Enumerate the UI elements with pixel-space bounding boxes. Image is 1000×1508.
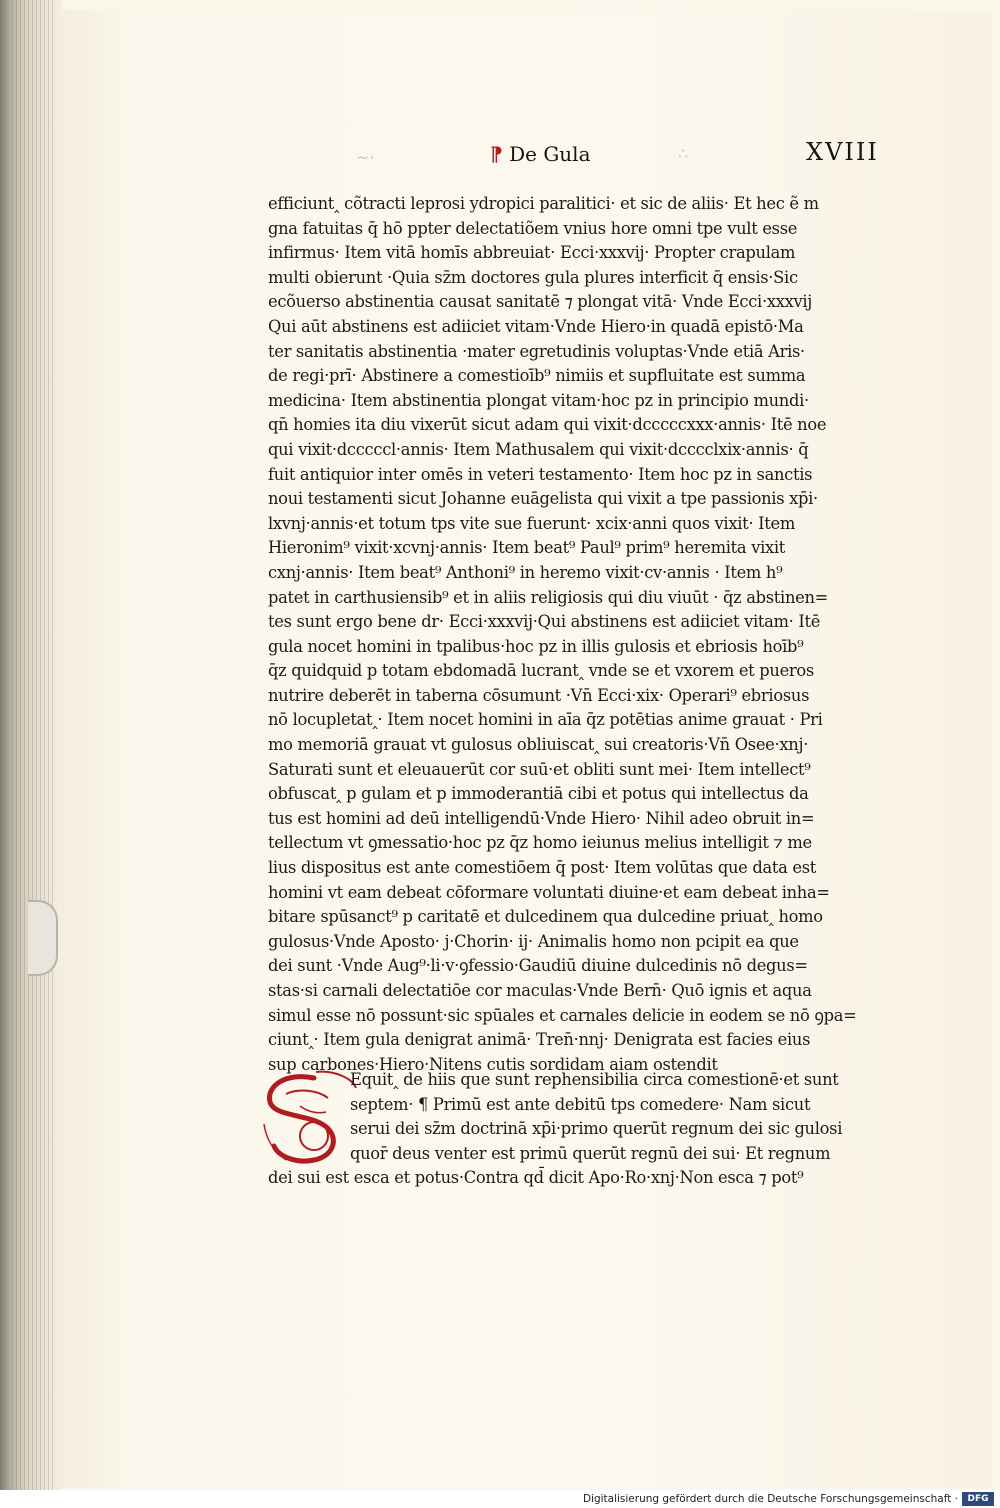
text-line: tellectum vt ꝯmessatio·hoc pz q̄z homo ieiunus melius intelligit ⁊ me <box>268 833 812 853</box>
text-line: tes sunt ergo bene dr· Ecci·xxxvij·Qui abstinens est adiiciet vitam· Itē <box>268 612 821 632</box>
text-line: Saturati sunt et eleuauerūt cor suū·et obliti sunt mei· Item intellect⁹ <box>268 759 811 779</box>
text-line: de regi·prī· Abstinere a comestioīb⁹ nimiis et supfluitate est summa <box>268 366 806 386</box>
dfg-logo: DFG <box>962 1492 994 1506</box>
section-line: septem· ¶ Primū est ante debitū tps comedere· Nam sicut <box>350 1094 811 1114</box>
text-line: stas·si carnali delectatiōe cor maculas·Vnde Bern̄· Quō ignis et aqua <box>268 981 812 1000</box>
text-line: cxnj·annis· Item beat⁹ Anthoni⁹ in heremo vixit·cv·annis · Item h⁹ <box>268 562 783 582</box>
page-edges <box>12 0 56 1490</box>
text-line: q̄z quidquid p totam ebdomadā lucrant‸ vnde se et vxorem et pueros <box>268 661 814 681</box>
text-line: sup carbones·Hiero·Nitens cutis sordidam aiam ostendit <box>268 1054 718 1074</box>
text-line: gna fatuitas q̄ hō ppter delectatiõem vnius hore omni tpe vult esse <box>268 218 798 238</box>
text-line: lius dispositus est ante comestiōem q̄ post· Item volūtas que data est <box>268 858 817 878</box>
bleed-through-mark: ~· <box>356 148 375 167</box>
text-line: patet in carthusiensib⁹ et in aliis religiosis qui diu viuūt · q̄z abstinen= <box>268 587 829 607</box>
text-line: nutrire deberēt in taberna cōsumunt ·Vn̄ Ecci·xix· Operari⁹ ebriosus <box>268 685 810 705</box>
text-line: obfuscat‸ p gulam et p immoderantiā cibi et potus qui intellectus da <box>268 784 809 804</box>
running-title-text: De Gula <box>509 142 591 166</box>
text-line: dei sunt ·Vnde Aug⁹·li·v·ꝯfessio·Gaudiū diuine dulcedinis nō degus= <box>268 956 808 976</box>
section-line: dei sui est esca et potus·Contra qd̄ dicit Apo·Ro·xnj·Non esca ⁊ pot⁹ <box>268 1168 804 1188</box>
text-line: gula nocet homini in tpalibus·hoc pz in illis gulosis et ebriosis hoīb⁹ <box>268 636 804 656</box>
text-line: ecõuerso abstinentia causat sanitatē ⁊ plongat vitā· Vnde Ecci·xxxvij <box>268 292 813 312</box>
bleed-through-mark: ∴ <box>678 144 689 163</box>
bookmark-tab <box>28 900 58 976</box>
section-line: Equit‸ de hiis que sunt rephensibilia circa comestionē·et sunt <box>350 1070 839 1089</box>
text-line: ter sanitatis abstinentia ·mater egretudinis voluptas·Vnde etiā Aris· <box>268 341 805 361</box>
text-line: ciunt‸· Item gula denigrat animā· Tren̄·nnj· Denigrata est facies eius <box>268 1030 811 1050</box>
text-line: gulosus·Vnde Aposto· j·Chorin· ij· Animalis homo non pcipit ea que <box>268 931 799 951</box>
section-text <box>268 1068 908 1191</box>
section-line: serui dei sz̄m doctrinā xp̄i·primo querūt regnum dei sic gulosi <box>350 1119 843 1139</box>
section-line: quor̄ deus venter est primū querūt regnū dei sui· Et regnum <box>350 1143 831 1163</box>
folio-number: XVIII <box>806 138 879 166</box>
text-line: lxvnj·annis·et totum tps vite sue fuerunt· xcix·anni quos vixit· Item <box>268 513 795 533</box>
text-line: qn̄ homies ita diu vixerūt sicut adam qui vixit·dcccccxxx·annis· Itē noe <box>268 415 827 435</box>
text-line: bitare spūsanct⁹ p caritatē et dulcedinem qua dulcedine priuat‸ homo <box>268 907 823 927</box>
text-line: medicina· Item abstinentia plongat vitam·hoc pz in principio mundi· <box>268 390 809 410</box>
text-line: efficiunt‸ cõtracti leprosi ydropici paralitici· et sic de aliis· Et hec ẽ m <box>268 194 819 213</box>
book-left-edge <box>0 0 62 1490</box>
rubric-mark: ⁋ <box>490 142 503 166</box>
running-title <box>490 142 591 166</box>
text-line: qui vixit·dcccccl·annis· Item Mathusalem qui vixit·dcccclxix·annis· q̄ <box>268 439 809 459</box>
text-line: simul esse nō possunt·sic spūales et carnales delicie in eodem se nō ꝯpa= <box>268 1005 857 1025</box>
text-line: fuit antiquior inter omēs in veteri testamento· Item hoc pz in sanctis <box>268 464 813 484</box>
footer-credit: Digitalisierung gefördert durch die Deutsche Forschungsgemeinschaft · <box>582 1493 958 1505</box>
text-line: multi obierunt ·Quia sz̄m doctores gula plures interficit q̄ ensis·Sic <box>268 267 798 287</box>
text-line: mo memoriā grauat vt gulosus obliuiscat‸ sui creatoris·Vn̄ Osee·xnj· <box>268 735 809 755</box>
text-line: tus est homini ad deū intelligendū·Vnde Hiero· Nihil adeo obruit in= <box>268 808 815 828</box>
text-line: Hieronim⁹ vixit·xcvnj·annis· Item beat⁹ Paul⁹ prim⁹ heremita vixit <box>268 538 786 558</box>
text-line: noui testamenti sicut Johanne euāgelista qui vixit a tpe passionis xp̄i· <box>268 489 818 509</box>
text-line: nō locupletat‸· Item nocet homini in aīa q̄z potētias anime grauat · Pri <box>268 710 823 730</box>
text-line: infirmus· Item vitā homīs abbreuiat· Ecci·xxxvij· Propter crapulam <box>268 243 796 263</box>
text-line: Qui aūt abstinens est adiiciet vitam·Vnde Hiero·in quadā epistō·Ma <box>268 316 804 336</box>
body-text <box>268 192 908 1077</box>
text-line: homini vt eam debeat cōformare voluntati diuine·et eam debeat inha= <box>268 882 830 902</box>
